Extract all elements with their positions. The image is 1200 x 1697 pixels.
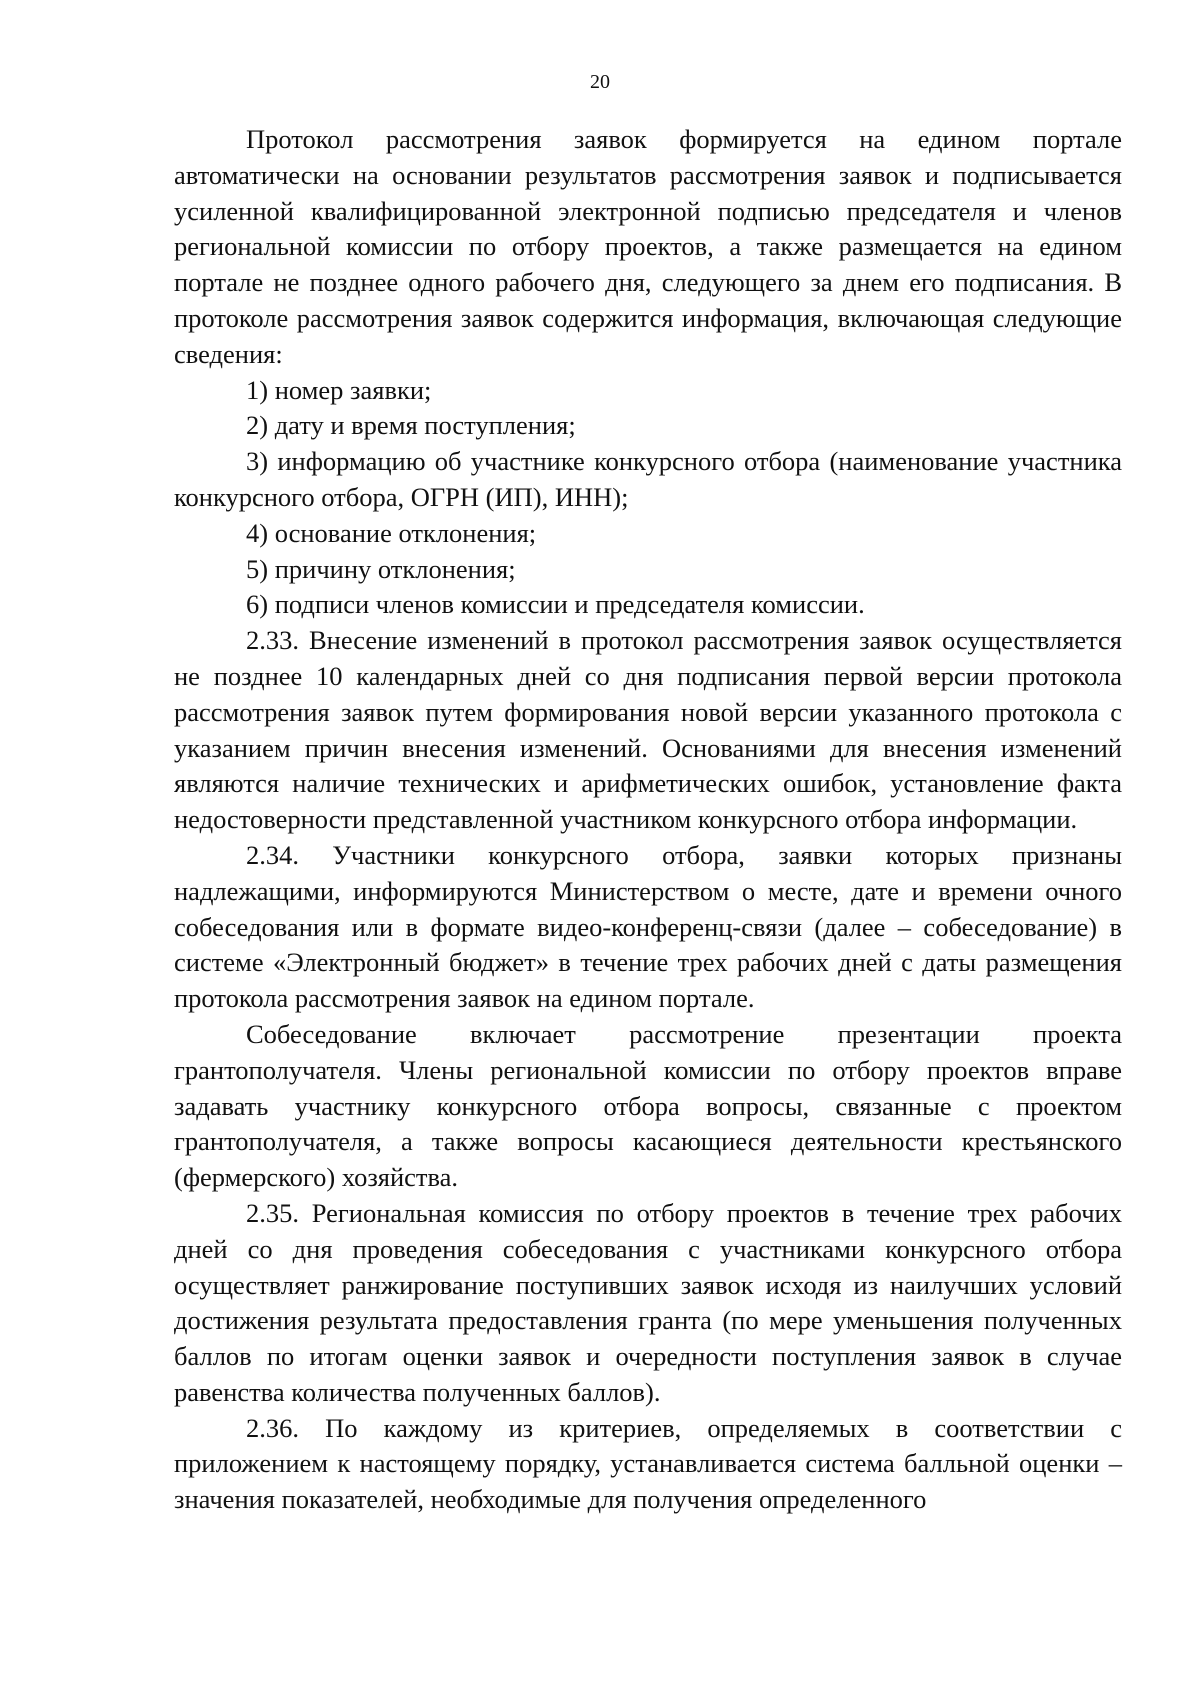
page-number: 20	[590, 71, 610, 93]
document-body	[174, 122, 1122, 1518]
list-item-5: 5) причину отклонения;	[246, 553, 516, 584]
list-item-3: 3) информацию об участнике конкурсного отбора (наименование участника конкурсного отбора, ОГРН (ИП), ИНН);	[174, 446, 1122, 512]
paragraph-protocol-intro: Протокол рассмотрения заявок формируется на едином портале автоматически на основании результатов рассмотрения заявок и подписывается усиленной квалифицированной электронной подписью председателя и членов региональной комиссии по отбору проектов, а также размещается на едином портале не позднее одного рабочего дня, следующего за днем его подписания. В протоколе рассмотрения заявок содержится информация, включающая следующие сведения:	[174, 124, 1122, 369]
paragraph-interview: Собеседование включает рассмотрение презентации проекта грантополучателя. Члены региональной комиссии по отбору проектов вправе задавать участнику конкурсного отбора вопросы, связанные с проектом грантополучателя, а также вопросы касающиеся деятельности крестьянского (фермерского) хозяйства.	[174, 1018, 1122, 1193]
paragraph-2-33: 2.33. Внесение изменений в протокол рассмотрения заявок осуществляется не позднее 10 календарных дней со дня подписания первой версии протокола рассмотрения заявок путем формирования новой версии указанного протокола с указанием причин внесения изменений. Основаниями для внесения изменений являются наличие технических и арифметических ошибок, установление факта недостоверности представленной участником конкурсного отбора информации.	[174, 625, 1122, 835]
list-item-2: 2) дату и время поступления;	[246, 410, 576, 441]
list-item-1: 1) номер заявки;	[246, 374, 432, 405]
paragraph-2-36: 2.36. По каждому из критериев, определяемых в соответствии с приложением к настоящему порядку, устанавливается система балльной оценки – значения показателей, необходимые для получения определенного	[174, 1412, 1122, 1515]
paragraph-2-35: 2.35. Региональная комиссия по отбору проектов в течение трех рабочих дней со дня проведения собеседования с участниками конкурсного отбора осуществляет ранжирование поступивших заявок исходя из наилучших условий достижения результата предоставления гранта (по мере уменьшения полученных баллов по итогам оценки заявок и очередности поступления заявок в случае равенства количества полученных баллов).	[174, 1197, 1122, 1407]
list-item-4: 4) основание отклонения;	[246, 517, 537, 548]
list-item-6: 6) подписи членов комиссии и председателя комиссии.	[246, 589, 865, 620]
paragraph-2-34: 2.34. Участники конкурсного отбора, заявки которых признаны надлежащими, информируются Министерством о месте, дате и времени очного собеседования или в формате видео-конференц-связи (далее – собеседование) в системе «Электронный бюджет» в течение трех рабочих дней с даты размещения протокола рассмотрения заявок на едином портале.	[174, 839, 1122, 1014]
